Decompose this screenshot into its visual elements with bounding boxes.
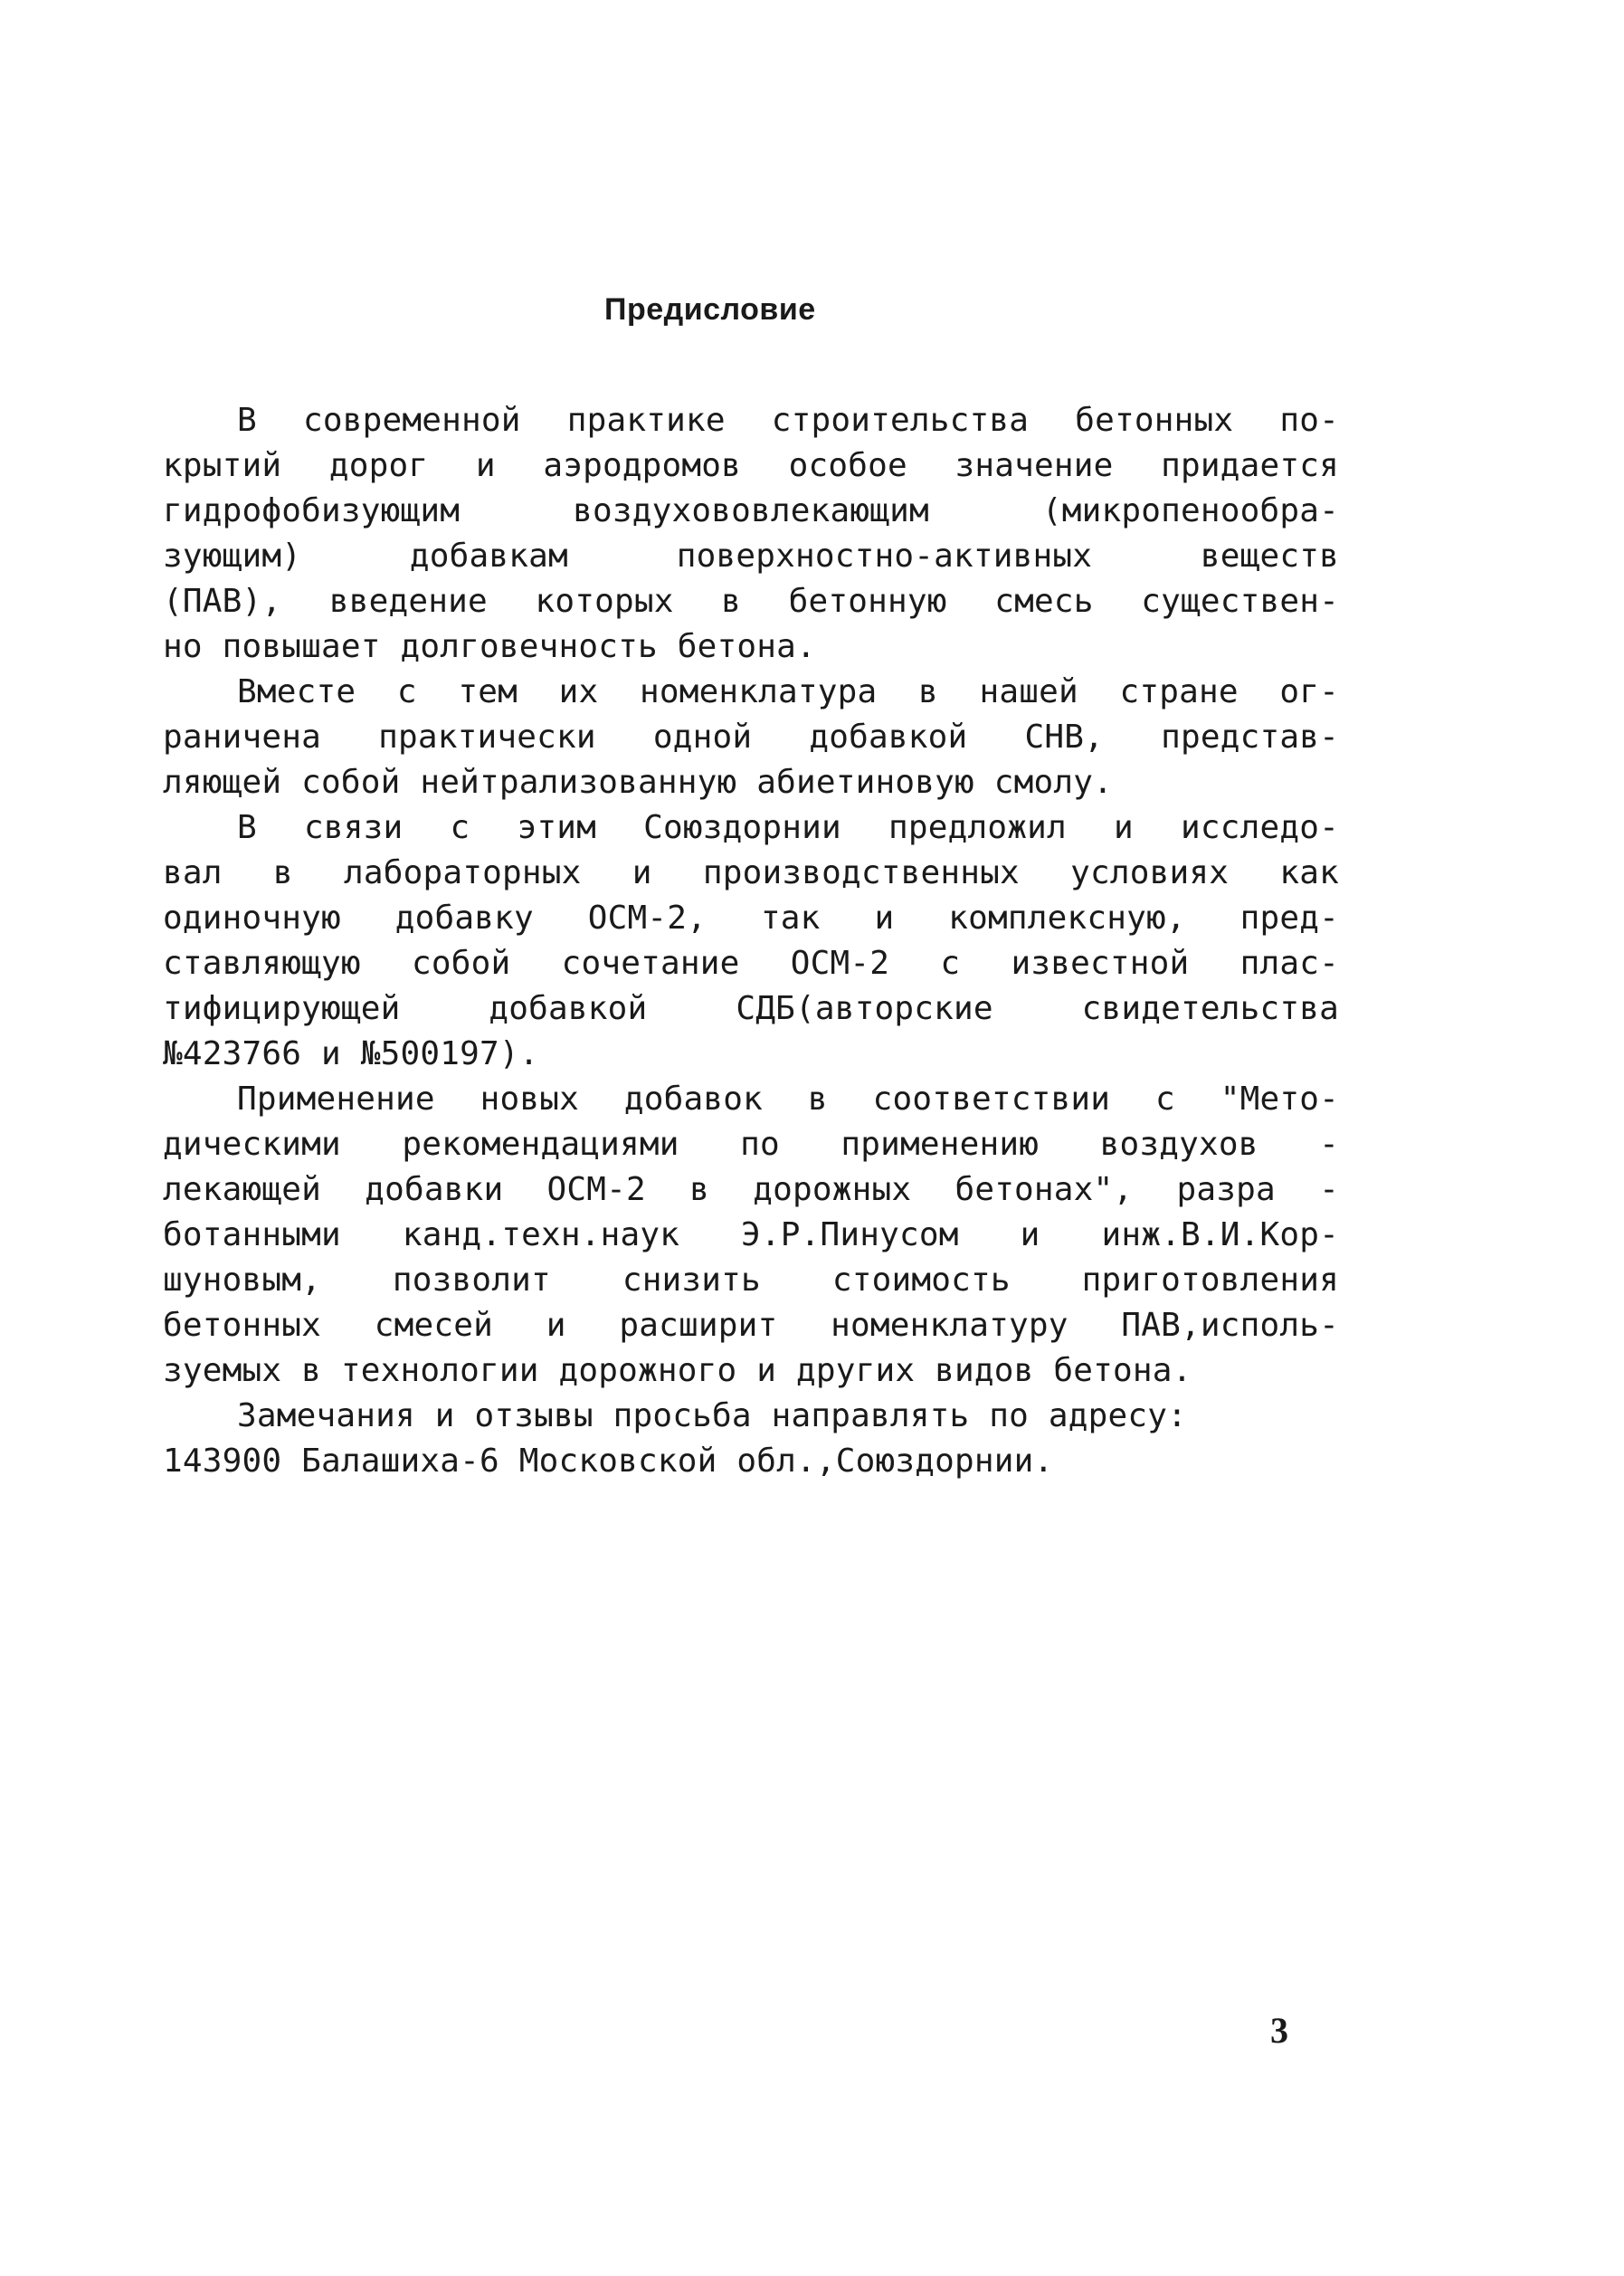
text-line: шуновым, позволит снизить стоимость приготовления (163, 1262, 1339, 1299)
text-line: (ПАВ), введение которых в бетонную смесь существен- (163, 583, 1339, 620)
text-line: зуемых в технологии дорожного и других видов бетона. (163, 1352, 1192, 1389)
text-line: тифицирующей добавкой СДБ(авторские свидетельства (163, 990, 1339, 1027)
page-title: Предисловие (604, 292, 816, 327)
text-line: №423766 и №500197). (163, 1035, 539, 1072)
text-line: крытий дорог и аэродромов особое значение придается (163, 447, 1339, 484)
text-line: Применение новых добавок в соответствии с "Мето- (237, 1081, 1339, 1118)
text-line: дическими рекомендациями по применению воздухов - (163, 1126, 1339, 1163)
text-line: зующим) добавкам поверхностно-активных веществ (163, 538, 1339, 575)
text-line: Вместе с тем их номенклатура в нашей стране ог- (237, 673, 1339, 710)
text-line: раничена практически одной добавкой СНВ, представ- (163, 719, 1339, 756)
text-line: Замечания и отзывы просьба направлять по адресу: (237, 1397, 1187, 1434)
text-line: гидрофобизующим воздухововлекающим (микропенообра- (163, 492, 1339, 529)
text-line: вал в лабораторных и производственных условиях как (163, 854, 1339, 891)
text-line: В современной практике строительства бетонных по- (237, 402, 1339, 439)
page-number: 3 (1270, 2010, 1288, 2051)
text-line: но повышает долговечность бетона. (163, 628, 816, 665)
text-line: лекающей добавки ОСМ-2 в дорожных бетонах", разра - (163, 1171, 1339, 1208)
text-line: бетонных смесей и расширит номенклатуру ПАВ,исполь- (163, 1307, 1339, 1344)
text-line: ляющей собой нейтрализованную абиетиновую смолу. (163, 764, 1113, 801)
preface-body (163, 398, 1339, 1484)
text-line: одиночную добавку ОСМ-2, так и комплексную, пред- (163, 900, 1339, 937)
text-line: ставляющую собой сочетание ОСМ-2 с известной плас- (163, 945, 1339, 982)
text-line: ботанными канд.техн.наук Э.Р.Пинусом и инж.В.И.Кор- (163, 1216, 1339, 1253)
text-line: 143900 Балашиха-6 Московской обл.,Союздорнии. (163, 1443, 1054, 1480)
text-line: В связи с этим Союздорнии предложил и исследо- (237, 809, 1339, 846)
